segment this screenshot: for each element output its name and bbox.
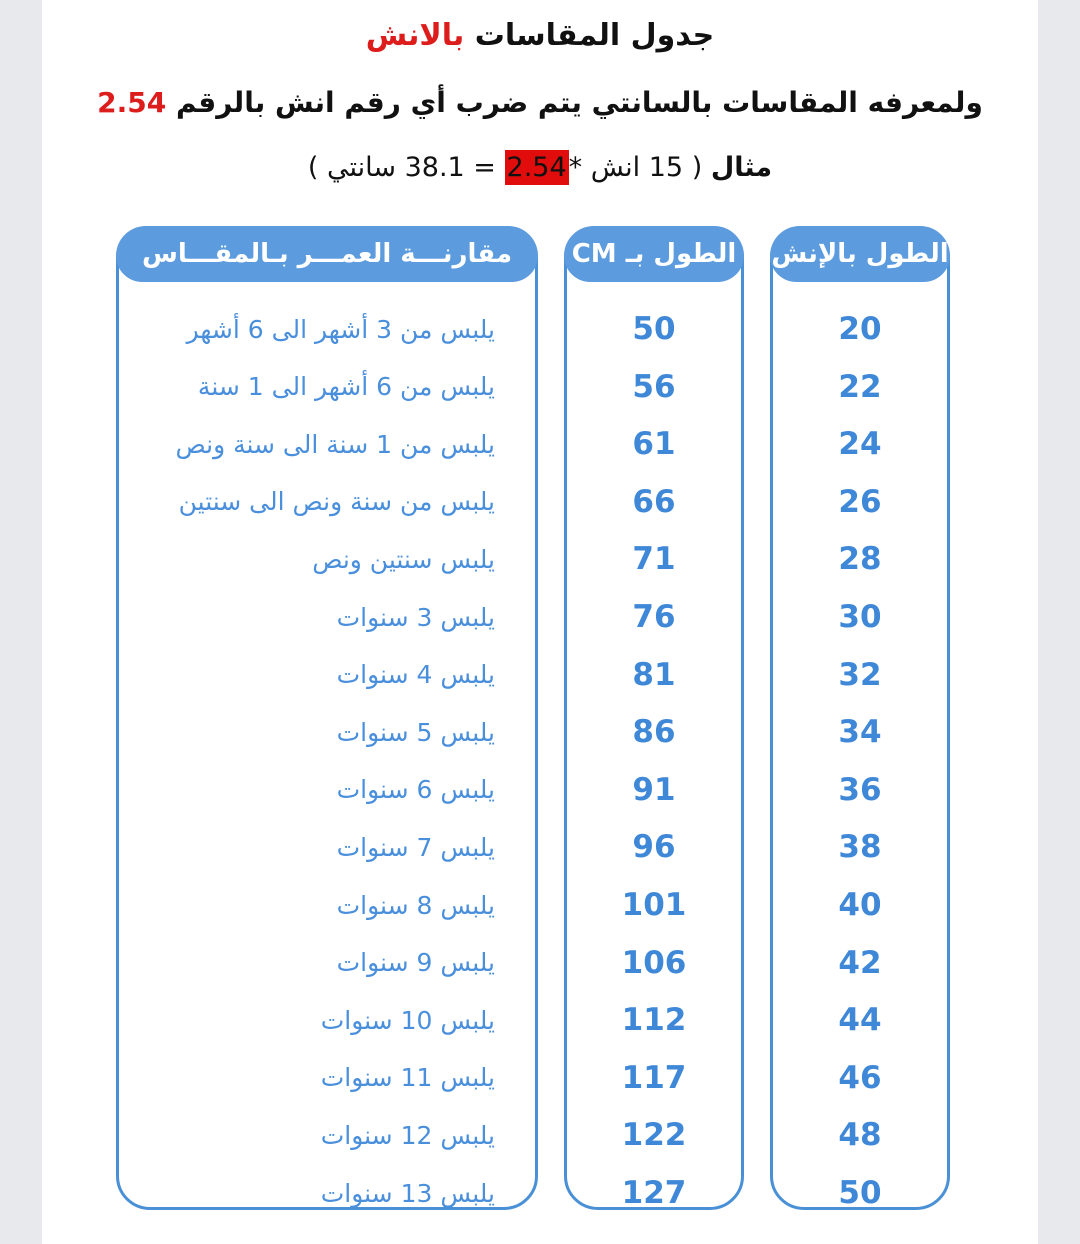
age-description: يلبس سنتين ونص bbox=[312, 544, 495, 574]
example-rest: = 38.1 سانتي ) bbox=[307, 152, 505, 183]
cm-value: 71 bbox=[632, 541, 676, 578]
inch-value: 36 bbox=[838, 771, 882, 808]
age-description: يلبس 11 سنوات bbox=[320, 1063, 495, 1093]
age-column bbox=[116, 226, 538, 1210]
title-prefix: جدول المقاسات bbox=[464, 18, 715, 53]
age-description: يلبس 9 سنوات bbox=[336, 948, 495, 978]
example-line bbox=[42, 152, 1038, 183]
cm-value: 101 bbox=[621, 887, 687, 923]
inch-column-header: الطول بالإنش bbox=[770, 226, 950, 282]
inch-value: 24 bbox=[838, 426, 882, 463]
inch-value: 30 bbox=[838, 599, 882, 635]
cm-value: 76 bbox=[632, 599, 676, 635]
left-margin bbox=[0, 0, 42, 1244]
inch-value: 46 bbox=[838, 1059, 882, 1096]
age-description: يلبس 8 سنوات bbox=[336, 890, 495, 920]
cm-value: 66 bbox=[632, 483, 676, 520]
cm-column-header: الطول بـ CM bbox=[564, 226, 744, 282]
cm-value: 122 bbox=[621, 1117, 687, 1154]
inch-value: 40 bbox=[838, 887, 882, 923]
inch-value: 38 bbox=[838, 829, 882, 866]
header bbox=[42, 0, 1038, 220]
inch-value: 42 bbox=[838, 944, 882, 981]
age-description: يلبس من سنة ونص الى سنتين bbox=[178, 487, 495, 517]
inch-value: 26 bbox=[838, 483, 882, 520]
cm-value: 50 bbox=[632, 311, 676, 347]
inch-column bbox=[770, 226, 950, 1210]
inch-value: 22 bbox=[838, 368, 882, 405]
age-description: يلبس 13 سنوات bbox=[320, 1178, 495, 1208]
subtitle bbox=[42, 86, 1038, 119]
age-description: يلبس 6 سنوات bbox=[336, 775, 495, 805]
inch-value: 20 bbox=[838, 311, 882, 347]
cm-value: 61 bbox=[632, 426, 676, 463]
inch-value: 44 bbox=[838, 1002, 882, 1039]
cm-value: 91 bbox=[632, 771, 676, 808]
cm-value: 86 bbox=[632, 714, 676, 751]
inch-value: 34 bbox=[838, 714, 882, 751]
cm-value: 96 bbox=[632, 829, 676, 866]
cm-value: 56 bbox=[632, 368, 676, 405]
cm-value: 117 bbox=[621, 1059, 687, 1096]
title-highlight: بالانش bbox=[365, 18, 465, 53]
example-open: ( 15 انش * bbox=[568, 152, 711, 183]
example-factor: 2.54 bbox=[506, 152, 567, 183]
cm-value: 112 bbox=[621, 1002, 687, 1039]
age-description: يلبس 5 سنوات bbox=[336, 717, 495, 747]
subtitle-text: ولمعرفه المقاسات بالسانتي يتم ضرب أي رقم انش بالرقم bbox=[166, 86, 983, 119]
example-label: مثال bbox=[710, 152, 773, 183]
age-description: يلبس 4 سنوات bbox=[336, 660, 495, 690]
cm-value: 106 bbox=[621, 944, 687, 981]
age-description: يلبس من 1 سنة الى سنة ونص bbox=[175, 429, 495, 459]
age-description: يلبس 3 سنوات bbox=[336, 602, 495, 632]
inch-value: 28 bbox=[838, 541, 882, 578]
inch-value: 32 bbox=[838, 656, 882, 693]
cm-value: 127 bbox=[621, 1175, 687, 1211]
right-margin bbox=[1038, 0, 1080, 1244]
age-description: يلبس من 3 أشهر الى 6 أشهر bbox=[186, 314, 495, 344]
age-description: يلبس 12 سنوات bbox=[320, 1120, 495, 1150]
age-column-header: مقارنـــة العمـــر بـالمقـــاس bbox=[116, 226, 538, 282]
age-description: يلبس 7 سنوات bbox=[336, 832, 495, 862]
subtitle-number: 2.54 bbox=[97, 86, 167, 119]
inch-value: 50 bbox=[838, 1175, 882, 1211]
page-title bbox=[42, 18, 1038, 53]
cm-column bbox=[564, 226, 744, 1210]
cm-value: 81 bbox=[632, 656, 676, 693]
inch-value: 48 bbox=[838, 1117, 882, 1154]
age-description: يلبس 10 سنوات bbox=[320, 1005, 495, 1035]
age-description: يلبس من 6 أشهر الى 1 سنة bbox=[197, 372, 495, 402]
